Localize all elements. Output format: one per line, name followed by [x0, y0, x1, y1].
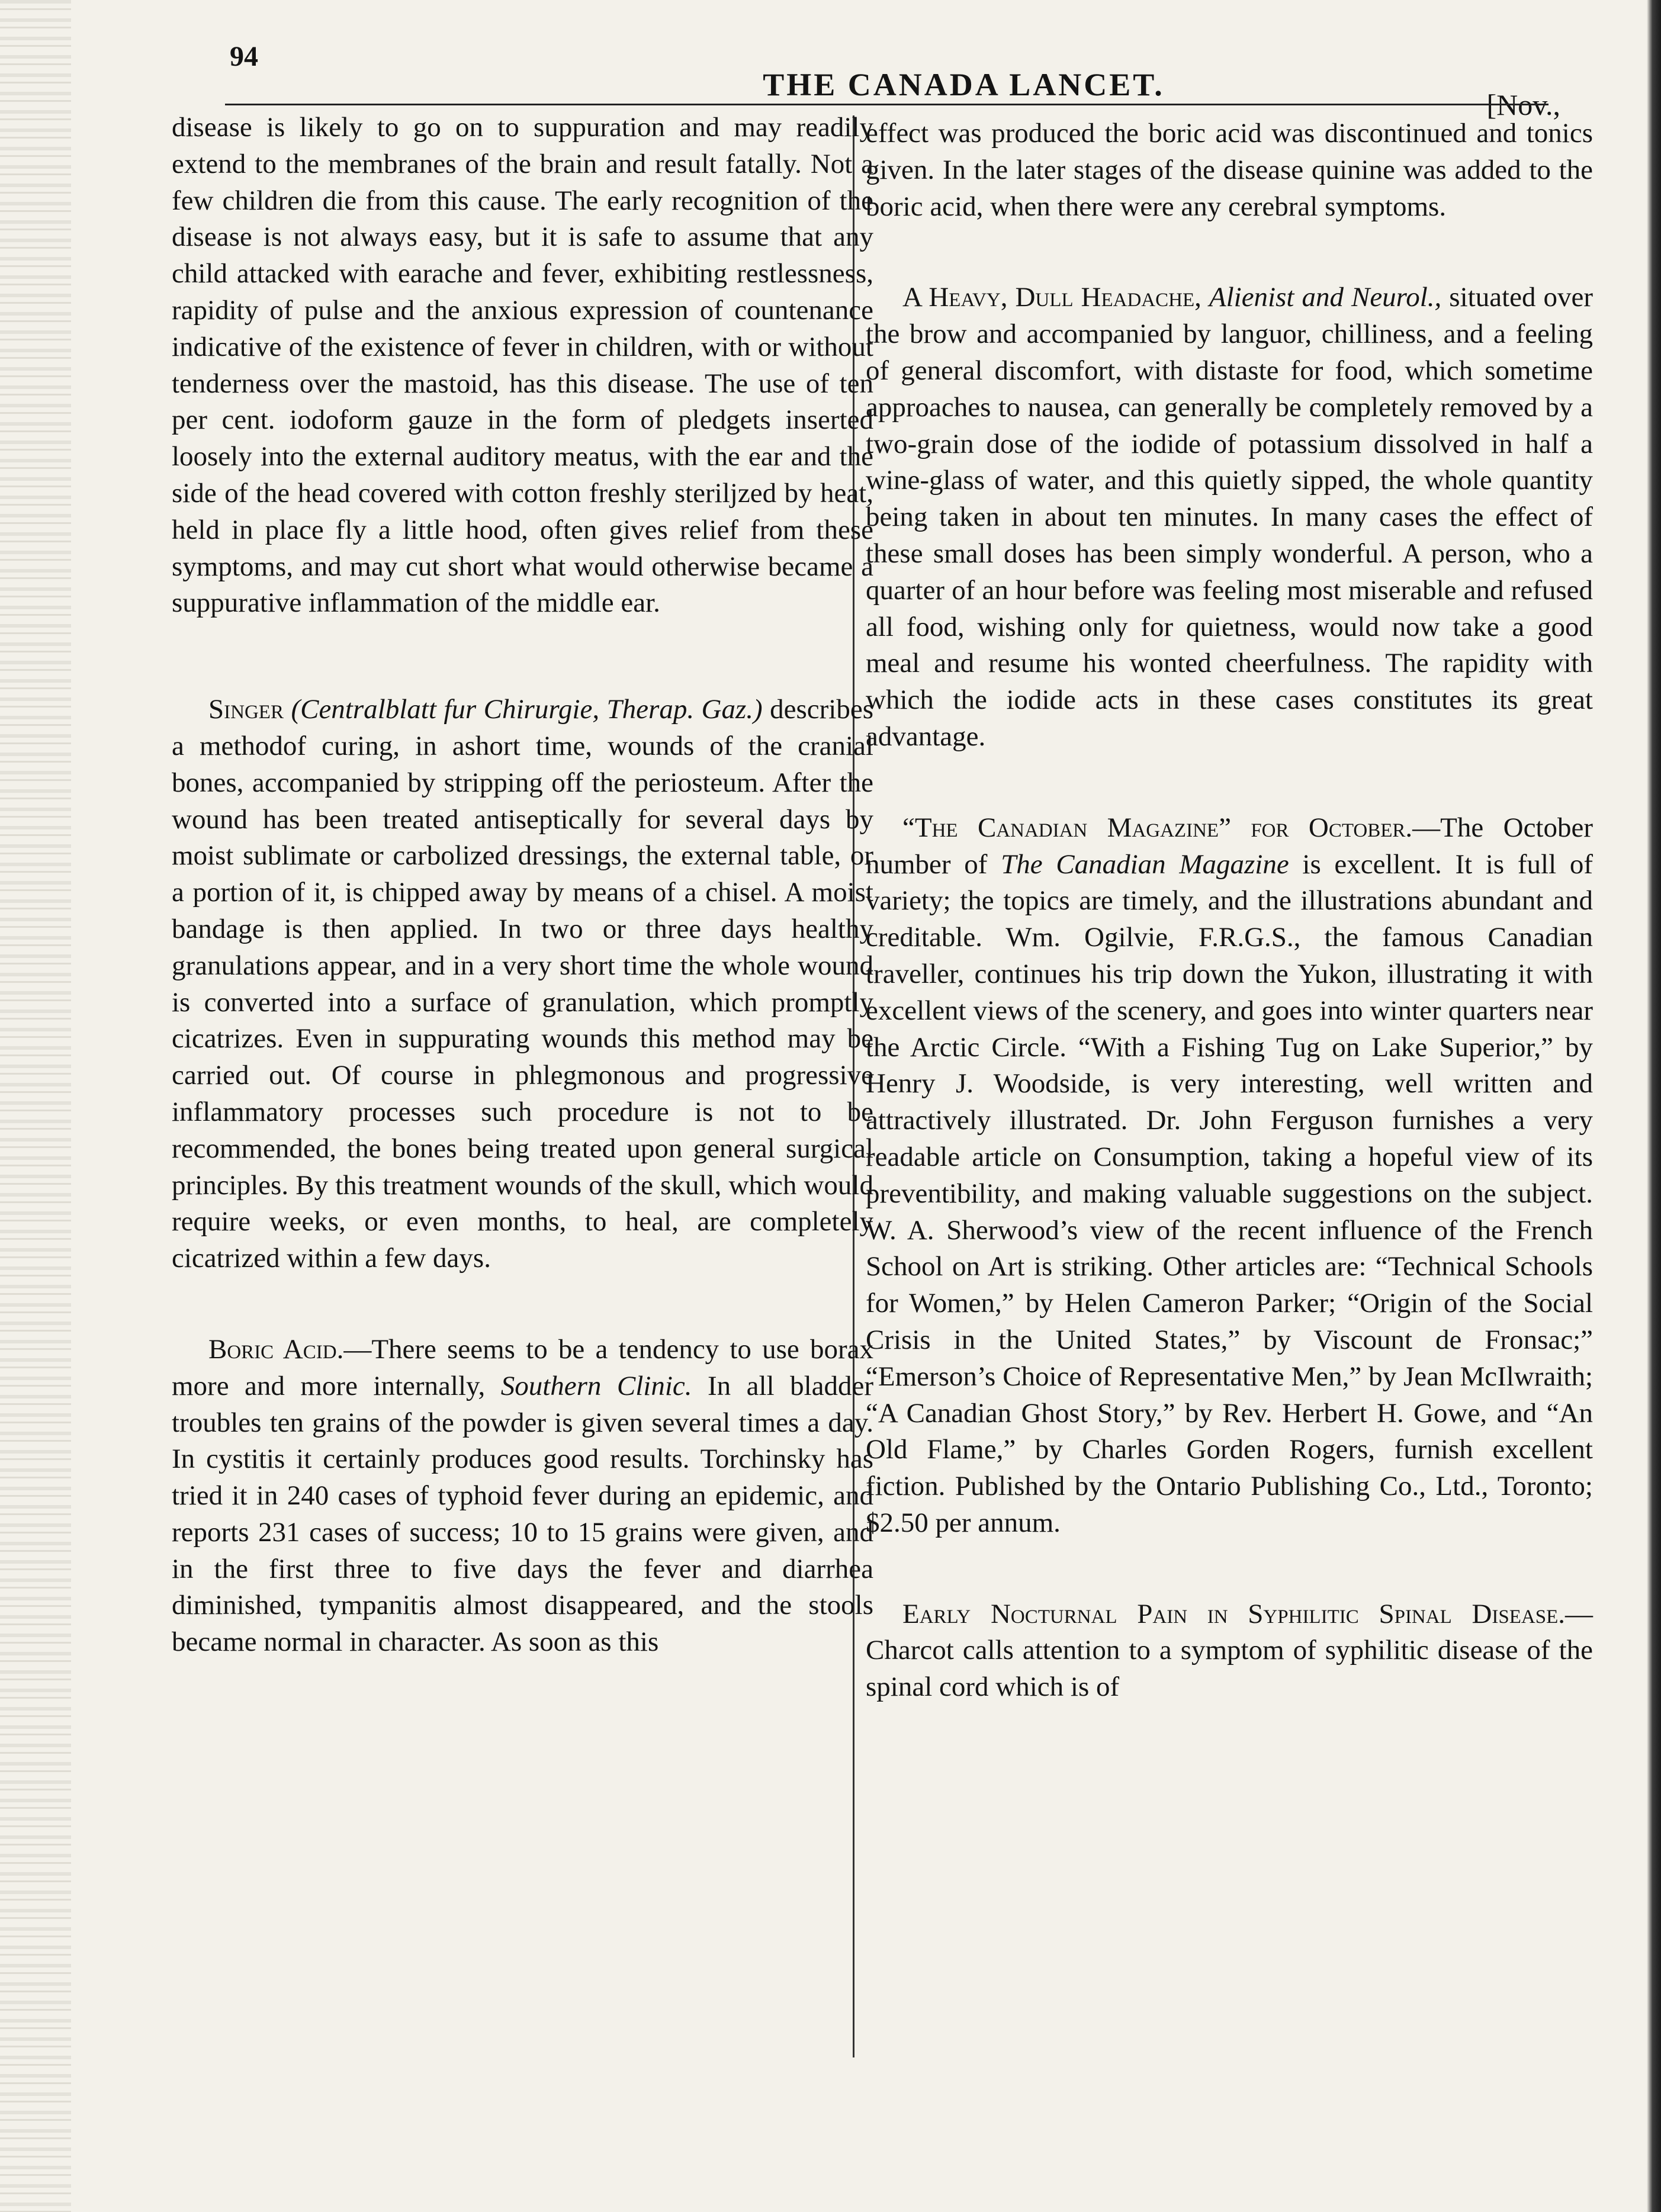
- article-body: describes a methodof curing, in ashort time, wounds of the cranial bones, accompanied by stripping off the periosteum. After the wound has been treated antiseptically for several days by moist sublimate or carbolized dressings, the external table, or a portion of it, is chipped away by means of a chisel. A moist bandage is then applied. In two or three days healthy granulations appear, and in a very short time the whole wound is converted into a surface of granulation, which promptly cicatrizes. Even in suppurating wounds this method may be carried out. Of course in phlegmonous and progressive inflammatory processes such procedure is not to be recommended, the bones being treated upon general surgical principles. By this treatment wounds of the skull, which would require weeks, or even months, to heal, are completely cicatrized within a few days.: [172, 694, 874, 1274]
- page-header: [225, 36, 1572, 121]
- article-heading: Boric Acid.: [208, 1333, 344, 1365]
- binding-edge: [0, 0, 71, 2212]
- article-heading: Singer: [208, 694, 284, 725]
- article-body: situated over the brow and accompanied by languor, chilliness, and a feeling of general discomfort, with distaste for food, which sometime approaches to nausea, can generally be completely removed by a two-grain dose of the iodide of potassium dissolved in half a wine-glass of water, and this quietly sipped, the whole quantity being taken in about ten minutes. In many cases the effect of these small doses has been simply wonderful. A person, who a quarter of an hour before was feeling most miserable and refused all food, wishing only for quietness, would now take a good meal and resume his wonted cheerfulness. The rapidity with which the iodide acts in these cases constitutes its great advantage.: [866, 282, 1593, 752]
- article-continuation: effect was produced the boric acid was discontinued and tonics given. In the later stages of the disease quinine was added to the boric acid, when there were any cerebral symptoms.: [866, 118, 1593, 222]
- article-nocturnal-pain: [866, 1596, 1593, 1706]
- article-heading: A Heavy, Dull Headache,: [902, 282, 1201, 313]
- page-number: 94: [230, 41, 258, 72]
- article-body: is excellent. It is full of variety; the topics are timely, and the illustrations abundant and creditable. Wm. Ogilvie, F.R.G.S., the famous Canadian traveller, continues his trip down the Yukon, illustrating it with excellent views of the scenery, and goes into winter quarters near the Arctic Circle. “With a Fishing Tug on Lake Superior,” by Henry J. Woodside, is very interesting, well written and attractively illustrated. Dr. John Ferguson furnishes a very readable article on Consumption, taking a hopeful view of its preventibility, and making valuable suggestions on the subject. W. A. Sherwood’s view of the recent influence of the French School on Art is striking. Other articles are: “Technical Schools for Women,” by Helen Cameron Parker; “Origin of the Social Crisis in the United States,” by Viscount de Fronsac;” “Emerson’s Choice of Representative Men,” by Jean McIlwraith; “A Canadian Ghost Story,” by Rev. Herbert H. Gowe, and “An Old Flame,” by Charles Gorden Rogers, furnish excellent fiction. Published by the Ontario Publishing Co., Ltd., Toronto; $2.50 per annum.: [866, 848, 1593, 1538]
- page-edge-shadow: [1647, 0, 1661, 2212]
- journal-title: THE CANADA LANCET.: [763, 67, 1165, 102]
- article-canadian-magazine: [866, 810, 1593, 1542]
- article-body: —The October number of: [866, 812, 1593, 880]
- article-continuation: disease is likely to go on to suppuration and may readily extend to the membranes of the brain and result fatally. Not a few children die from this cause. The early recognition of the disease is not always easy, but it is safe to assume that any child attacked with earache and fever, exhibiting restlessness, rapidity of pulse and the anxious expression of countenance indicative of the existence of fever in children, with or without tenderness over the mastoid, has this disease. The use of ten per cent. iodoform gauze in the form of pledgets inserted loosely into the external auditory meatus, with the ear and the side of the head covered with cotton freshly steriljzed by heat, held in place fly a little hood, often gives relief from these symptoms, and may cut short what would otherwise became a suppurative inflammation of the middle ear.: [172, 112, 873, 619]
- article-source: Southern Clinic.: [500, 1370, 692, 1401]
- header-rule: [225, 104, 1548, 105]
- article-body: —There seems to be a tendency to use borax more and more internally,: [172, 1333, 873, 1401]
- issue-month: [Nov.,: [1486, 88, 1560, 121]
- article-singer: [172, 692, 873, 1277]
- article-source: (Centralblatt fur Chirurgie, Therap. Gaz.): [291, 694, 763, 725]
- article-headache: [866, 279, 1593, 755]
- article-boric-acid: [172, 1332, 873, 1661]
- article-heading: “The Canadian Magazine” for October.: [902, 812, 1413, 843]
- left-column: [172, 110, 873, 1661]
- article-body: In all bladder troubles ten grains of the powder is given several times a day. In cystitis it certainly produces good results. Torchinsky has tried it in 240 cases of typhoid fever during an epidemic, and reports 231 cases of success; 10 to 15 grains were given, and in the first three to five days the fever and diarrhea diminished, tympanitis almost disappeared, and the stools became normal in character. As soon as this: [172, 1370, 874, 1658]
- article-body: —Charcot calls attention to a symptom of syphilitic disease of the spinal cord which is of: [866, 1598, 1593, 1703]
- right-column: [866, 115, 1593, 1706]
- magazine-title: The Canadian Magazine: [1001, 848, 1289, 880]
- article-source: Alienist and Neurol.,: [1209, 282, 1442, 313]
- article-heading: Early Nocturnal Pain in Syphilitic Spinal Disease.: [902, 1598, 1565, 1629]
